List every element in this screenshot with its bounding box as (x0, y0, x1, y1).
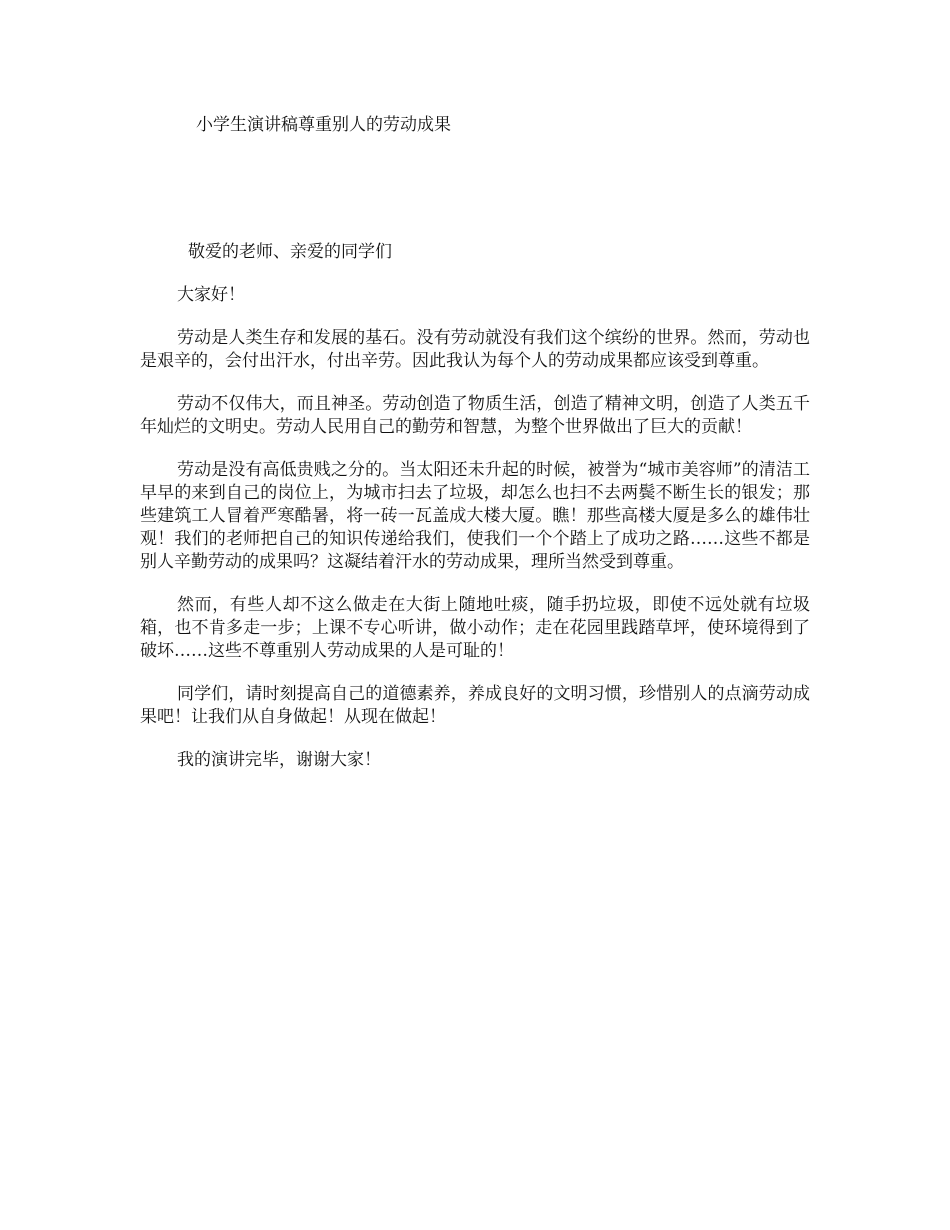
paragraph-greeting: 大家好！ (177, 285, 245, 305)
paragraph-5: 同学们，请时刻提高自己的道德素养，养成良好的文明习惯，珍惜别人的点滴劳动成果吧！让我们从自身做起！从现在做起！ (140, 684, 810, 727)
paragraph-1: 劳动是人类生存和发展的基石。没有劳动就没有我们这个缤纷的世界。然而，劳动也是艰辛的，会付出汗水，付出辛劳。因此我认为每个人的劳动成果都应该受到尊重。 (140, 328, 810, 371)
paragraph-3: 劳动是没有高低贵贱之分的。当太阳还未升起的时候，被誉为“城市美容师”的清洁工早早的来到自己的岗位上，为城市扫去了垃圾，却怎么也扫不去两鬓不断生长的银发；那些建筑工人冒着严寒酷暑，将一砖一瓦盖成大楼大厦。瞧！那些高楼大厦是多么的雄伟壮观！我们的老师把自己的知识传递给我们，使我们一个个踏上了成功之路……这些不都是别人辛勤劳动的成果吗？这凝结着汗水的劳动成果，理所当然受到尊重。 (140, 460, 810, 572)
paragraph-closing: 我的演讲完毕，谢谢大家！ (177, 750, 381, 770)
paragraph-2: 劳动不仅伟大，而且神圣。劳动创造了物质生活，创造了精神文明，创造了人类五千年灿烂的文明史。劳动人民用自己的勤劳和智慧，为整个世界做出了巨大的贡献！ (140, 394, 810, 437)
salutation: 敬爱的老师、亲爱的同学们 (188, 242, 392, 262)
document-title: 小学生演讲稿尊重别人的劳动成果 (196, 115, 451, 135)
paragraph-4: 然而，有些人却不这么做走在大街上随地吐痰，随手扔垃圾，即使不远处就有垃圾箱，也不肯多走一步；上课不专心听讲，做小动作；走在花园里践踏草坪，使环境得到了破坏……这些不尊重别人劳动成果的人是可耻的！ (140, 595, 810, 661)
speech-body (140, 284, 810, 792)
